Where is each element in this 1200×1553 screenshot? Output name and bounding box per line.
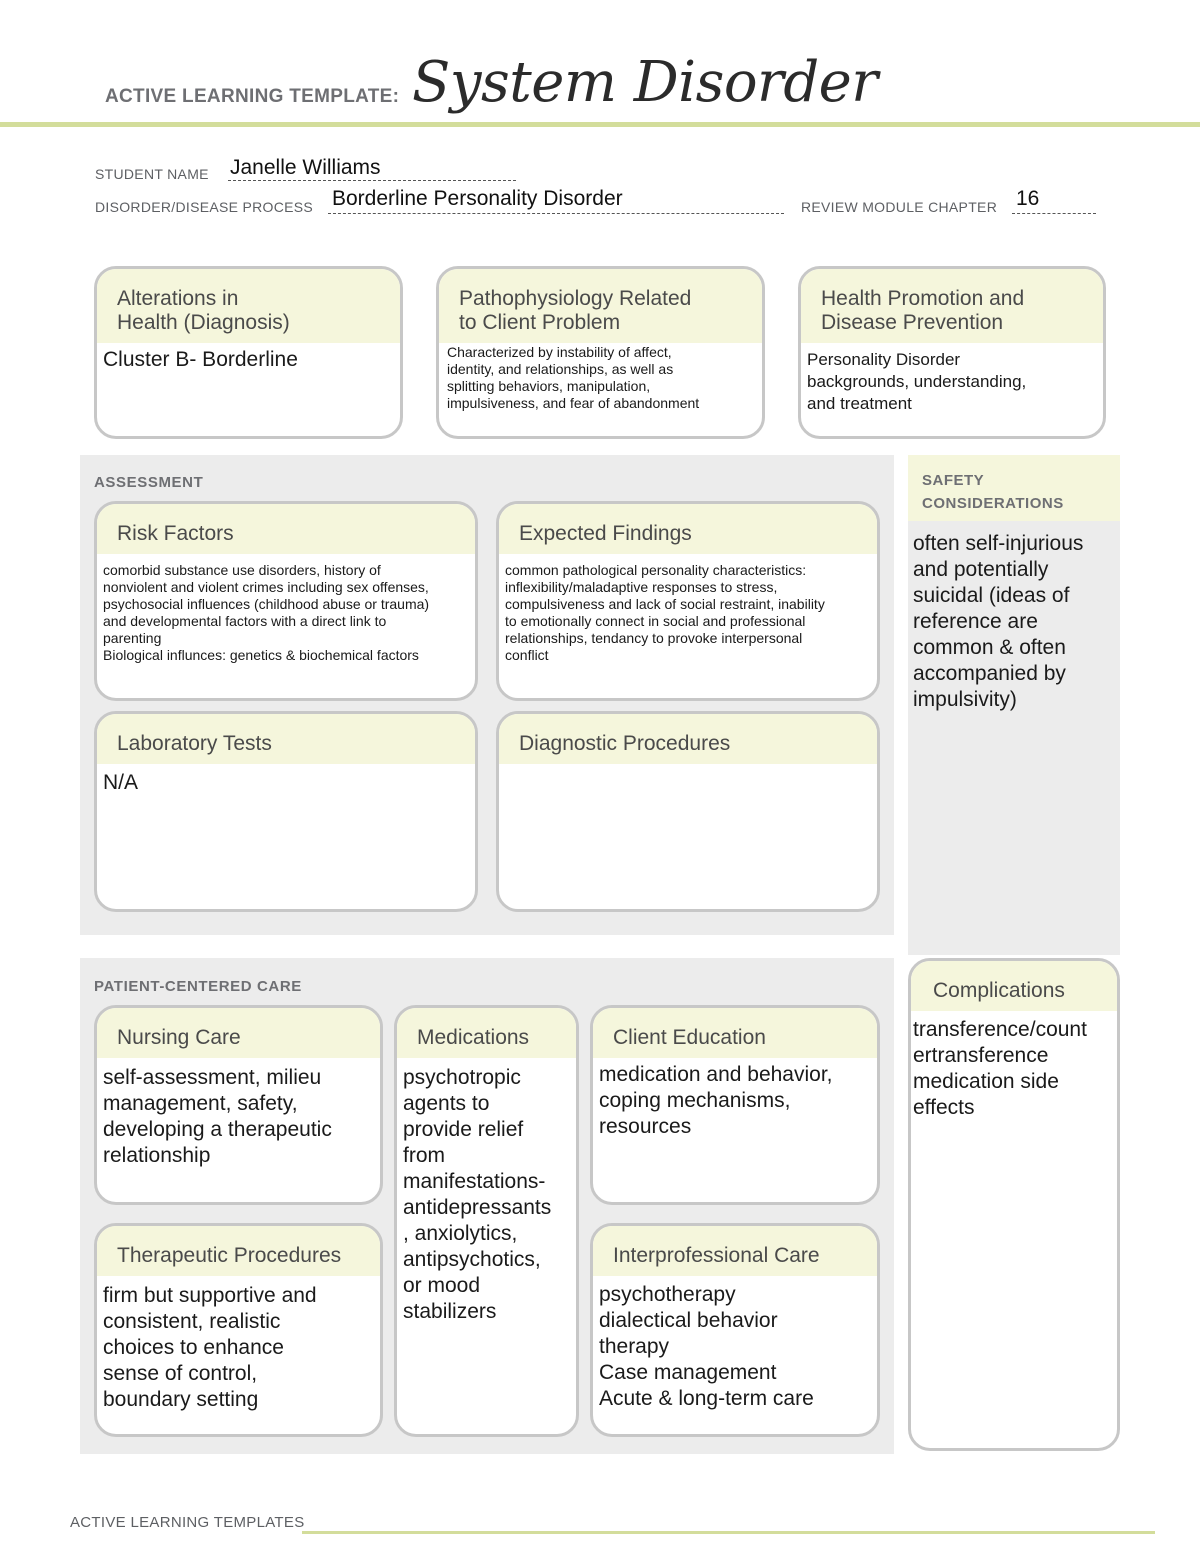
header-divider	[0, 122, 1200, 127]
expected-findings-box	[496, 501, 880, 701]
interprofessional-care-body[interactable]: psychotherapy dialectical behavior therapy Case management Acute & long-term care	[599, 1283, 814, 1410]
chapter-field[interactable]	[1012, 187, 1096, 214]
chapter-value: 16	[1016, 187, 1040, 210]
footer-divider	[302, 1531, 1155, 1534]
alterations-box	[94, 266, 403, 439]
nursing-care-box	[94, 1005, 383, 1205]
expected-findings-title: Expected Findings	[499, 504, 877, 554]
therapeutic-procedures-box	[94, 1223, 383, 1437]
client-education-box	[590, 1005, 880, 1205]
complications-body[interactable]: transference/count ertransference medication side effects	[913, 1018, 1087, 1119]
alterations-body[interactable]: Cluster B- Borderline	[103, 348, 298, 371]
complications-box	[908, 958, 1120, 1451]
interprofessional-care-title: Interprofessional Care	[593, 1226, 877, 1276]
diagnostic-procedures-title: Diagnostic Procedures	[499, 714, 877, 764]
pathophysiology-title: Pathophysiology Related to Client Problem	[439, 269, 762, 343]
template-title: System Disorder	[412, 50, 878, 115]
pathophysiology-body[interactable]: Characterized by instability of affect, identity, and relationships, as well as splitting behaviors, manipulation, impulsiveness, and fear of abandonment	[447, 344, 700, 411]
health-promotion-body[interactable]: Personality Disorder backgrounds, understanding, and treatment	[807, 350, 1027, 413]
pathophysiology-box	[436, 266, 765, 439]
medications-body[interactable]: psychotropic agents to provide relief from manifestations- antidepressants , anxiolytics, antipsychotics, or mood stabilizers	[403, 1066, 552, 1323]
risk-factors-box	[94, 501, 478, 701]
interprofessional-care-box	[590, 1223, 880, 1437]
therapeutic-procedures-body[interactable]: firm but supportive and consistent, realistic choices to enhance sense of control, boundary setting	[103, 1284, 317, 1411]
medications-box	[394, 1005, 579, 1437]
disorder-value: Borderline Personality Disorder	[332, 187, 623, 210]
medications-title: Medications	[397, 1008, 576, 1058]
disorder-field[interactable]	[328, 187, 784, 214]
patient-care-label: PATIENT-CENTERED CARE	[94, 978, 302, 995]
student-name-value: Janelle Williams	[230, 156, 381, 179]
diagnostic-procedures-body[interactable]	[499, 764, 877, 768]
therapeutic-procedures-title: Therapeutic Procedures	[97, 1226, 380, 1276]
nursing-care-body[interactable]: self-assessment, milieu management, safety, developing a therapeutic relationship	[103, 1066, 332, 1167]
health-promotion-title: Health Promotion and Disease Prevention	[801, 269, 1103, 343]
student-name-label: STUDENT NAME	[95, 166, 209, 182]
diagnostic-procedures-box	[496, 711, 880, 912]
safety-body[interactable]: often self-injurious and potentially suicidal (ideas of reference are common & often accompanied by impulsivity)	[913, 532, 1084, 711]
assessment-label: ASSESSMENT	[94, 474, 204, 491]
student-name-field[interactable]	[228, 158, 516, 181]
footer-label: ACTIVE LEARNING TEMPLATES	[70, 1514, 305, 1531]
risk-factors-title: Risk Factors	[97, 504, 475, 554]
laboratory-tests-title: Laboratory Tests	[97, 714, 475, 764]
chapter-label: REVIEW MODULE CHAPTER	[801, 199, 998, 215]
safety-title: SAFETY CONSIDERATIONS	[908, 455, 1120, 521]
expected-findings-body[interactable]: common pathological personality characteristics: inflexibility/maladaptive responses to stress, compulsiveness and lack of social restraint, inability to emotionally connect in social and professional relationships, tendancy to provoke interpersonal conflict	[505, 562, 825, 663]
laboratory-tests-box	[94, 711, 478, 912]
risk-factors-body[interactable]: comorbid substance use disorders, history of nonviolent and violent crimes including sex offenses, psychosocial influences (childhood abuse or trauma) and developmental factors with a direct link to parenting Biological influnces: genetics & biochemical factors	[103, 562, 430, 663]
client-education-title: Client Education	[593, 1008, 877, 1058]
disorder-label: DISORDER/DISEASE PROCESS	[95, 199, 314, 215]
client-education-body[interactable]: medication and behavior, coping mechanisms, resources	[599, 1063, 833, 1138]
laboratory-tests-body[interactable]: N/A	[103, 771, 139, 794]
template-label: ACTIVE LEARNING TEMPLATE:	[105, 86, 400, 107]
nursing-care-title: Nursing Care	[97, 1008, 380, 1058]
health-promotion-box	[798, 266, 1106, 439]
alterations-title: Alterations in Health (Diagnosis)	[97, 269, 400, 343]
safety-panel	[908, 455, 1120, 955]
complications-title: Complications	[911, 961, 1117, 1011]
